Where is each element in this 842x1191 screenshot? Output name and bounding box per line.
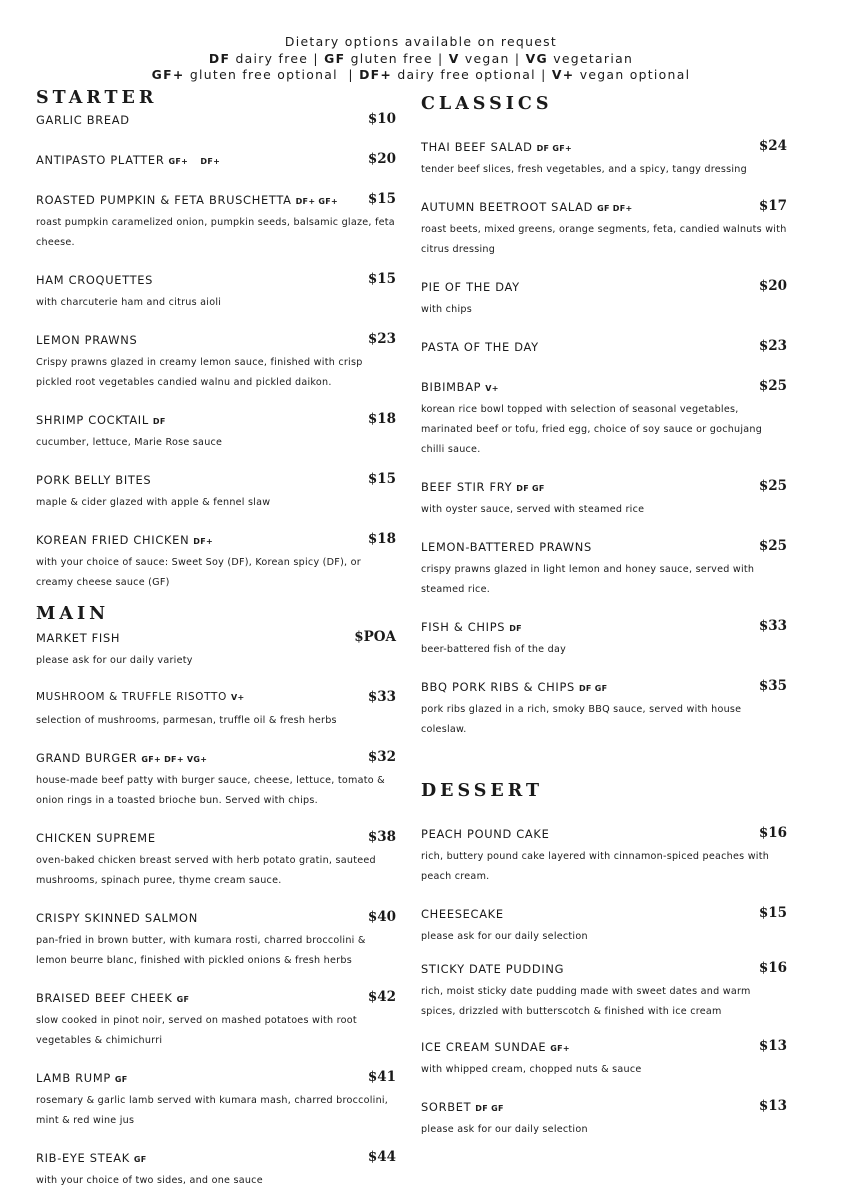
menu-item-header — [421, 280, 787, 298]
menu-item-name-text: CHEESECAKE — [421, 907, 504, 921]
menu-item-header — [36, 751, 396, 769]
menu-item-name-text: LAMB RUMP — [36, 1071, 111, 1085]
menu-item-price: $40 — [367, 909, 396, 925]
legend-code: V — [448, 50, 460, 66]
menu-item-description: cucumber, lettuce, Marie Rose sauce — [36, 437, 223, 448]
menu-item-name-text: MUSHROOM & TRUFFLE RISOTTO — [36, 691, 227, 703]
menu-item — [421, 480, 787, 520]
menu-item-header — [421, 340, 787, 358]
menu-item-price: $42 — [367, 989, 396, 1005]
menu-item-description: pan-fried in brown butter, with kumara rosti, charred broccolini & lemon beurre blanc, finished with pickled onions & fresh herbs — [36, 935, 366, 966]
menu-item-description: rich, buttery pound cake layered with cinnamon-spiced peaches with peach cream. — [421, 851, 770, 882]
menu-item — [421, 827, 787, 887]
menu-item-header — [421, 540, 787, 558]
menu-item-description: selection of mushrooms, parmesan, truffle oil & fresh herbs — [36, 715, 337, 726]
dietary-intro: Dietary options available on request — [284, 34, 558, 49]
menu-item-header — [421, 907, 787, 925]
menu-item-header — [421, 1100, 787, 1118]
menu-item-name — [36, 533, 213, 547]
menu-item-name — [36, 911, 198, 925]
menu-item-name — [36, 691, 244, 703]
dietary-tags: GF+ — [550, 1044, 570, 1053]
dietary-tags: DF+ GF+ — [295, 197, 339, 206]
menu-item — [36, 911, 396, 971]
legend-text: vegetarian — [553, 50, 634, 66]
menu-item-description: crispy prawns glazed in light lemon and honey sauce, served with steamed rice. — [421, 564, 755, 595]
legend-text: gluten free — [350, 50, 433, 66]
menu-item-price: $POA — [354, 629, 396, 645]
menu-item-header — [36, 991, 396, 1009]
menu-item-name-text: GRAND BURGER — [36, 751, 138, 765]
dietary-optional-line: GF+ gluten free optional | DF+ dairy free optional | V+ vegan optional — [151, 67, 691, 82]
menu-item-name — [36, 831, 156, 845]
menu-item-name-text: LEMON PRAWNS — [36, 333, 138, 347]
menu-item-name — [421, 907, 504, 921]
menu-item — [36, 193, 396, 253]
menu-item-description: with your choice of sauce: Sweet Soy (DF), Korean spicy (DF), or creamy cheese sauce (GF) — [36, 557, 361, 588]
dietary-tags: GF DF+ — [597, 204, 633, 213]
menu-item-header — [421, 380, 787, 398]
menu-item-name — [36, 631, 120, 645]
legend-code: V+ — [551, 67, 575, 82]
menu-item-price: $15 — [367, 191, 396, 207]
menu-item-name-text: SHRIMP COCKTAIL — [36, 413, 149, 427]
menu-item-name — [421, 340, 539, 354]
menu-item-description: with chips — [421, 304, 473, 315]
menu-item-name — [421, 1100, 504, 1114]
menu-item-price: $25 — [758, 478, 787, 494]
menu-item-name — [36, 273, 153, 287]
menu-item-name-text: KOREAN FRIED CHICKEN — [36, 533, 190, 547]
menu-item — [421, 280, 787, 320]
menu-item — [36, 473, 396, 513]
menu-item-header — [421, 827, 787, 845]
menu-item-name — [36, 333, 137, 347]
menu-item-price: $35 — [758, 678, 787, 694]
menu-item — [421, 962, 787, 1022]
menu-item — [36, 273, 396, 313]
legend-code: DF+ — [359, 67, 393, 82]
menu-item-price: $20 — [758, 278, 787, 294]
menu-item — [421, 620, 787, 660]
menu-item-name — [36, 991, 189, 1005]
menu-item-header — [421, 962, 787, 980]
menu-item — [421, 1100, 787, 1140]
menu-item-description: with your choice of two sides, and one sauce — [36, 1175, 263, 1186]
menu-item-price: $32 — [367, 749, 396, 765]
menu-item — [421, 140, 787, 180]
menu-item-header — [36, 273, 396, 291]
menu-item-name-text: BBQ PORK RIBS & CHIPS — [421, 680, 575, 694]
menu-item-name-text: PEACH POUND CAKE — [421, 827, 550, 841]
menu-item — [421, 340, 787, 358]
menu-item-description: please ask for our daily selection — [421, 931, 588, 942]
menu-item-description: beer-battered fish of the day — [421, 644, 567, 655]
section-title-classics: CLASSICS — [421, 94, 553, 114]
menu-item-name — [36, 1151, 147, 1165]
menu-item-header — [421, 1040, 787, 1058]
menu-item-name-text: CHICKEN SUPREME — [36, 831, 156, 845]
menu-item-name — [421, 480, 545, 494]
menu-item-description: please ask for our daily variety — [36, 655, 193, 666]
dietary-tags: DF GF — [475, 1104, 504, 1113]
menu-item-name — [421, 540, 592, 554]
menu-item-description: slow cooked in pinot noir, served on mashed potatoes with root vegetables & chimichurri — [36, 1015, 357, 1046]
menu-item-name-text: BRAISED BEEF CHEEK — [36, 991, 173, 1005]
menu-item-description: with oyster sauce, served with steamed rice — [421, 504, 645, 515]
menu-item-description: pork ribs glazed in a rich, smoky BBQ sauce, served with house coleslaw. — [421, 704, 742, 735]
legend-code: GF+ — [151, 67, 185, 82]
menu-item-name — [421, 680, 607, 694]
menu-item — [36, 533, 396, 593]
dietary-tags: DF GF+ — [536, 144, 573, 153]
menu-item-name — [421, 200, 633, 214]
menu-item — [421, 540, 787, 600]
dietary-tags: GF — [133, 1155, 147, 1164]
dietary-tags: DF+ — [193, 537, 214, 546]
menu-item-name-text: PORK BELLY BITES — [36, 473, 152, 487]
menu-item-name-text: BEEF STIR FRY — [421, 480, 513, 494]
menu-item-header — [421, 620, 787, 638]
menu-item-name-text: AUTUMN BEETROOT SALAD — [421, 200, 594, 214]
menu-item — [421, 380, 787, 460]
menu-item-price: $13 — [758, 1098, 787, 1114]
menu-item-name — [421, 1040, 570, 1054]
menu-item-header — [36, 691, 396, 709]
dietary-tags: DF — [509, 624, 522, 633]
menu-item — [36, 113, 396, 131]
menu-item-price: $44 — [367, 1149, 396, 1165]
menu-item-header — [421, 200, 787, 218]
menu-item-description: roast pumpkin caramelized onion, pumpkin seeds, balsamic glaze, feta cheese. — [36, 217, 395, 248]
menu-item-header — [36, 1151, 396, 1169]
menu-item-price: $16 — [758, 825, 787, 841]
menu-item-price: $41 — [367, 1069, 396, 1085]
legend-text: vegan optional — [579, 67, 691, 82]
menu-item-name — [36, 1071, 128, 1085]
menu-item-price: $16 — [758, 960, 787, 976]
menu-item — [36, 631, 396, 671]
menu-item-price: $23 — [367, 331, 396, 347]
menu-item-description: Crispy prawns glazed in creamy lemon sauce, finished with crisp pickled root vegetables candied walnu and pickled daikon. — [36, 357, 363, 388]
menu-item-description: rosemary & garlic lamb served with kumara mash, charred broccolini, mint & red wine jus — [36, 1095, 389, 1126]
menu-item-header — [36, 831, 396, 849]
menu-item-name-text: SORBET — [421, 1100, 472, 1114]
menu-item — [36, 413, 396, 453]
menu-item — [36, 831, 396, 891]
menu-item-header — [421, 480, 787, 498]
legend-text: dairy free — [235, 50, 309, 66]
menu-item-price: $15 — [367, 271, 396, 287]
menu-item — [421, 1040, 787, 1080]
menu-item-name — [36, 473, 151, 487]
menu-item-name-text: ROASTED PUMPKIN & FETA BRUSCHETTA — [36, 193, 292, 207]
menu-item — [36, 153, 396, 171]
menu-item-name-text: BIBIMBAP — [421, 380, 482, 394]
dietary-tags: V+ — [485, 384, 499, 393]
dietary-header — [0, 34, 842, 84]
menu-item — [36, 691, 396, 731]
menu-item-name-text: MARKET FISH — [36, 631, 121, 645]
menu-item-header — [36, 113, 396, 131]
menu-item-name — [36, 113, 130, 127]
menu-item — [36, 333, 396, 393]
menu-item-price: $18 — [367, 531, 396, 547]
menu-item-price: $33 — [758, 618, 787, 634]
legend-text: vegan — [464, 50, 510, 66]
menu-item-name — [36, 751, 207, 765]
menu-item-name — [421, 280, 520, 294]
dietary-tags: GF — [114, 1075, 128, 1084]
section-title-dessert: DESSERT — [421, 781, 544, 801]
legend-code: GF — [324, 50, 346, 66]
menu-item-header — [36, 533, 396, 551]
section-title-starter: STARTER — [36, 88, 158, 108]
menu-item-price: $25 — [758, 538, 787, 554]
legend-text: dairy free optional — [397, 67, 536, 82]
legend-text: gluten free optional — [189, 67, 338, 82]
menu-item-name-text: FISH & CHIPS — [421, 620, 506, 634]
dietary-tags: DF GF — [516, 484, 545, 493]
dietary-tags: GF+ DF+ VG+ — [141, 755, 208, 764]
menu-item-header — [36, 333, 396, 351]
menu-item-header — [421, 680, 787, 698]
menu-item — [36, 751, 396, 811]
menu-item-name-text: GARLIC BREAD — [36, 113, 130, 127]
menu-item-price: $20 — [367, 151, 396, 167]
menu-item-description: oven-baked chicken breast served with herb potato gratin, sauteed mushrooms, spinach puree, thyme cream sauce. — [36, 855, 376, 886]
menu-item — [36, 1151, 396, 1191]
menu-item-header — [36, 631, 396, 649]
menu-item-price: $38 — [367, 829, 396, 845]
menu-item-header — [36, 911, 396, 929]
menu-item-name-text: LEMON-BATTERED PRAWNS — [421, 540, 592, 554]
menu-item — [36, 1071, 396, 1131]
menu-item — [421, 200, 787, 260]
dietary-tags: GF — [176, 995, 190, 1004]
menu-item-name-text: ICE CREAM SUNDAE — [421, 1040, 547, 1054]
menu-item-name — [36, 193, 338, 207]
menu-item-name-text: HAM CROQUETTES — [36, 273, 154, 287]
menu-item-price: $15 — [758, 905, 787, 921]
menu-item-header — [421, 140, 787, 158]
menu-item-name — [36, 413, 166, 427]
menu-item-header — [36, 473, 396, 491]
menu-item-header — [36, 1071, 396, 1089]
menu-item-description: roast beets, mixed greens, orange segments, feta, candied walnuts with citrus dressing — [421, 224, 787, 255]
menu-item-name-text: RIB-EYE STEAK — [36, 1151, 130, 1165]
legend-code: DF — [208, 50, 231, 66]
menu-item-price: $23 — [758, 338, 787, 354]
menu-item-name — [36, 153, 220, 167]
dietary-legend-line: DF dairy free | GF gluten free | V vegan | VG vegetarian — [208, 50, 634, 66]
menu-item-description: house-made beef patty with burger sauce, cheese, lettuce, tomato & onion rings in a toasted brioche bun. Served with chips. — [36, 775, 385, 806]
menu-item-header — [36, 153, 396, 171]
menu-item-name-text: PIE OF THE DAY — [421, 280, 520, 294]
menu-item-description: please ask for our daily selection — [421, 1124, 588, 1135]
menu-item — [421, 907, 787, 947]
legend-code: VG — [525, 50, 548, 66]
dietary-tags: GF+ DF+ — [168, 157, 221, 166]
menu-item-name — [421, 962, 564, 976]
menu-item-name — [421, 620, 522, 634]
menu-item-price: $10 — [367, 111, 396, 127]
section-title-main: MAIN — [36, 604, 110, 624]
dietary-tags: DF — [152, 417, 166, 426]
menu-item — [36, 991, 396, 1051]
menu-item-description: tender beef slices, fresh vegetables, and a spicy, tangy dressing — [421, 164, 747, 175]
menu-item-name-text: THAI BEEF SALAD — [421, 140, 533, 154]
menu-item — [421, 680, 787, 740]
menu-item-description: with charcuterie ham and citrus aioli — [36, 297, 222, 308]
dietary-tags: V+ — [230, 693, 245, 702]
menu-item-description: with whipped cream, chopped nuts & sauce — [421, 1064, 642, 1075]
menu-item-name — [421, 380, 499, 394]
menu-item-name — [421, 140, 572, 154]
menu-item-price: $24 — [758, 138, 787, 154]
menu-item-price: $15 — [367, 471, 396, 487]
dietary-tags: DF GF — [578, 684, 608, 693]
menu-item-price: $13 — [758, 1038, 787, 1054]
menu-item-name-text: STICKY DATE PUDDING — [421, 962, 565, 976]
menu-item-header — [36, 193, 396, 211]
menu-item-name-text: ANTIPASTO PLATTER — [36, 153, 165, 167]
menu-item-price: $18 — [367, 411, 396, 427]
menu-item-description: maple & cider glazed with apple & fennel slaw — [36, 497, 271, 508]
menu-item-description: korean rice bowl topped with selection of seasonal vegetables, marinated beef or tofu, fried egg, choice of soy sauce or gochujang chilli sauce. — [421, 404, 763, 455]
menu-item-name — [421, 827, 550, 841]
menu-item-header — [36, 413, 396, 431]
menu-item-name-text: PASTA OF THE DAY — [421, 340, 539, 354]
menu-item-description: rich, moist sticky date pudding made with sweet dates and warm spices, drizzled with butterscotch & finished with ice cream — [421, 986, 751, 1017]
menu-item-price: $25 — [758, 378, 787, 394]
menu-item-name-text: CRISPY SKINNED SALMON — [36, 911, 198, 925]
menu-item-price: $33 — [367, 689, 396, 705]
menu-item-price: $17 — [758, 198, 787, 214]
